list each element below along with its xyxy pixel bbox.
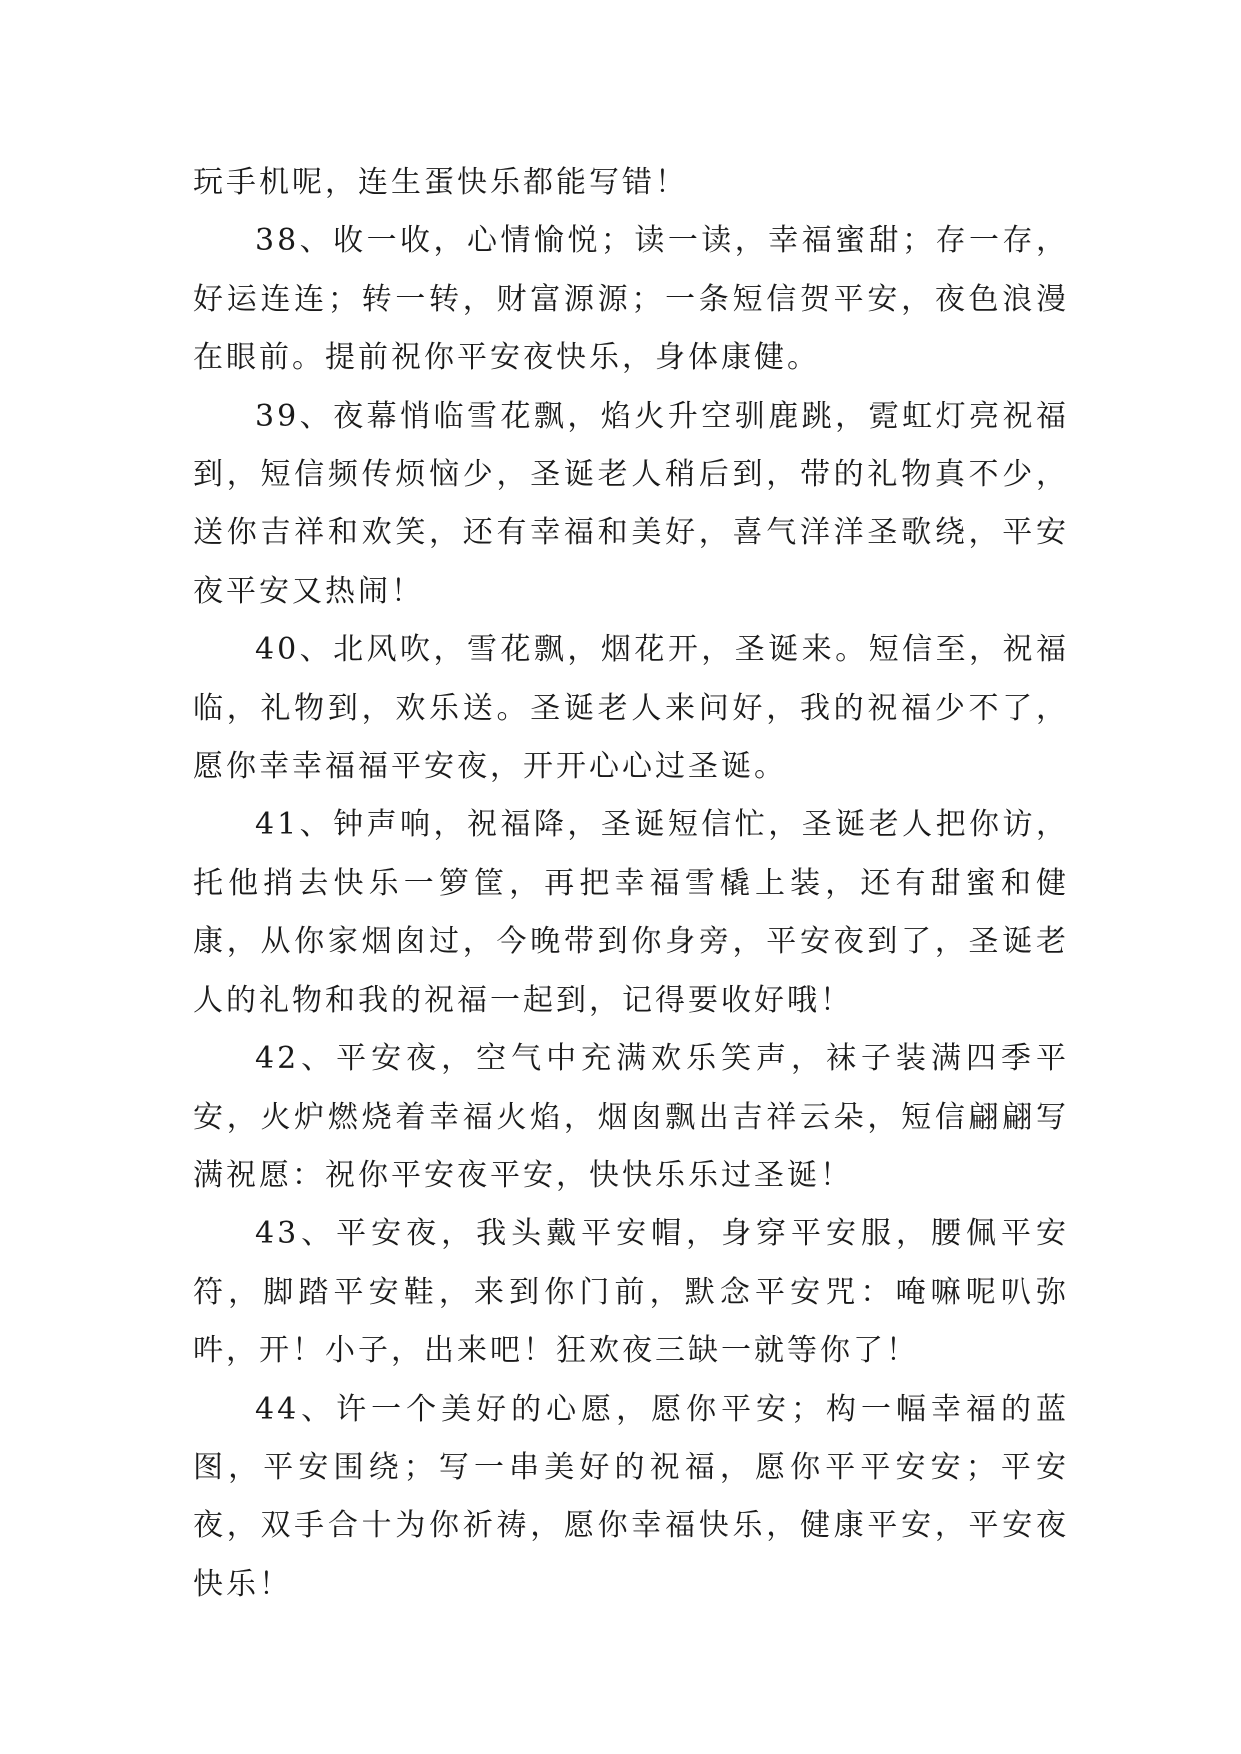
- paragraph-40: 40、北风吹，雪花飘，烟花开，圣诞来。短信至，祝福临，礼物到，欢乐送。圣诞老人来问好，我的祝福少不了，愿你幸幸福福平安夜，开开心心过圣诞。: [193, 632, 1069, 785]
- document-body: [193, 154, 1069, 1614]
- paragraph-41: 41、钟声响，祝福降，圣诞短信忙，圣诞老人把你访，托他捎去快乐一箩筐，再把幸福雪橇上装，还有甜蜜和健康，从你家烟囱过，今晚带到你身旁，平安夜到了，圣诞老人的礼物和我的祝福一起到，记得要收好哦！: [193, 807, 1069, 1018]
- paragraph-43: 43、平安夜，我头戴平安帽，身穿平安服，腰佩平安符，脚踏平安鞋，来到你门前，默念平安咒：唵嘛呢叭弥吽，开！小子，出来吧！狂欢夜三缺一就等你了！: [193, 1216, 1069, 1369]
- paragraph-continued: 玩手机呢，连生蛋快乐都能写错！: [193, 165, 688, 200]
- paragraph-42: 42、平安夜，空气中充满欢乐笑声，袜子装满四季平安，火炉燃烧着幸福火焰，烟囱飘出吉祥云朵，短信翩翩写满祝愿：祝你平安夜平安，快快乐乐过圣诞！: [193, 1041, 1069, 1193]
- paragraph-39: 39、夜幕悄临雪花飘，焰火升空驯鹿跳，霓虹灯亮祝福到，短信频传烦恼少，圣诞老人稍后到，带的礼物真不少，送你吉祥和欢笑，还有幸福和美好，喜气洋洋圣歌绕，平安夜平安又热闹！: [193, 398, 1069, 609]
- paragraph-38: 38、收一收，心情愉悦；读一读，幸福蜜甜；存一存，好运连连；转一转，财富源源；一条短信贺平安，夜色浪漫在眼前。提前祝你平安夜快乐，身体康健。: [193, 223, 1069, 376]
- paragraph-44: 44、许一个美好的心愿，愿你平安；构一幅幸福的蓝图，平安围绕；写一串美好的祝福，愿你平平安安；平安夜，双手合十为你祈祷，愿你幸福快乐，健康平安，平安夜快乐！: [193, 1391, 1069, 1602]
